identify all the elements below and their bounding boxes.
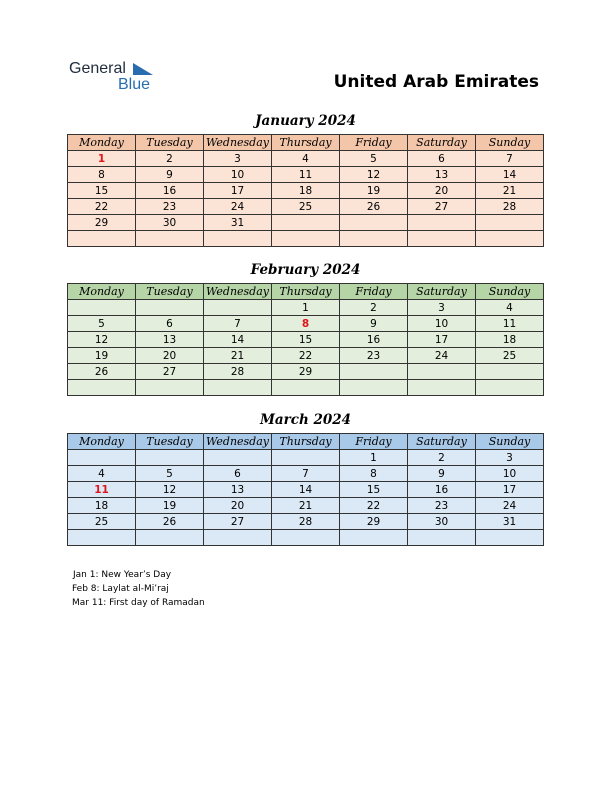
weekday-header: Saturday [408, 284, 476, 300]
day-cell: 3 [408, 300, 476, 316]
week-row [68, 231, 544, 247]
day-cell: 4 [68, 466, 136, 482]
day-cell: 2 [340, 300, 408, 316]
day-cell [408, 364, 476, 380]
day-cell [68, 380, 136, 396]
weekday-header: Wednesday [204, 284, 272, 300]
day-cell: 3 [204, 151, 272, 167]
logo [69, 60, 169, 96]
day-cell: 25 [68, 514, 136, 530]
day-cell: 20 [204, 498, 272, 514]
day-cell: 26 [136, 514, 204, 530]
day-cell: 13 [408, 167, 476, 183]
day-cell: 12 [68, 332, 136, 348]
day-cell: 27 [136, 364, 204, 380]
holiday-note: Feb 8: Laylat al-Mi’raj [72, 584, 169, 594]
day-cell: 28 [476, 199, 544, 215]
weekday-header: Friday [340, 434, 408, 450]
day-cell: 15 [340, 482, 408, 498]
day-cell: 27 [408, 199, 476, 215]
day-cell: 12 [340, 167, 408, 183]
day-cell [204, 530, 272, 546]
day-cell: 1 [272, 300, 340, 316]
day-cell: 9 [136, 167, 204, 183]
week-row [68, 316, 544, 332]
day-cell [136, 530, 204, 546]
week-row [68, 530, 544, 546]
day-cell: 7 [476, 151, 544, 167]
weekday-header: Saturday [408, 135, 476, 151]
day-cell [204, 380, 272, 396]
day-cell: 8 [68, 167, 136, 183]
weekday-header-row [68, 284, 544, 300]
logo-triangle-icon [133, 63, 153, 75]
weekday-header-row [68, 434, 544, 450]
day-cell: 30 [136, 215, 204, 231]
day-cell [340, 231, 408, 247]
month-march [67, 412, 544, 546]
day-cell: 25 [272, 199, 340, 215]
week-row [68, 300, 544, 316]
day-cell: 19 [68, 348, 136, 364]
day-cell: 8 [272, 316, 340, 332]
weekday-header: Wednesday [204, 434, 272, 450]
weekday-header: Thursday [272, 135, 340, 151]
weekday-header: Wednesday [204, 135, 272, 151]
day-cell [136, 300, 204, 316]
day-cell [272, 450, 340, 466]
day-cell: 2 [408, 450, 476, 466]
day-cell: 17 [408, 332, 476, 348]
day-cell: 23 [408, 498, 476, 514]
holiday-note: Mar 11: First day of Ramadan [72, 598, 205, 608]
day-cell: 29 [340, 514, 408, 530]
day-cell [476, 530, 544, 546]
day-cell: 26 [68, 364, 136, 380]
day-cell: 1 [68, 151, 136, 167]
day-cell: 5 [68, 316, 136, 332]
weekday-header: Monday [68, 434, 136, 450]
calendar-table [67, 283, 544, 396]
day-cell [204, 300, 272, 316]
weekday-header: Tuesday [136, 135, 204, 151]
day-cell [340, 530, 408, 546]
weekday-header: Monday [68, 135, 136, 151]
day-cell: 11 [68, 482, 136, 498]
day-cell: 5 [136, 466, 204, 482]
day-cell: 27 [204, 514, 272, 530]
month-title: January 2024 [255, 113, 356, 129]
week-row [68, 482, 544, 498]
day-cell: 31 [476, 514, 544, 530]
day-cell: 18 [476, 332, 544, 348]
day-cell [136, 231, 204, 247]
day-cell: 31 [204, 215, 272, 231]
day-cell: 21 [272, 498, 340, 514]
day-cell: 28 [204, 364, 272, 380]
weekday-header-row [68, 135, 544, 151]
week-row [68, 151, 544, 167]
day-cell: 17 [476, 482, 544, 498]
day-cell: 29 [272, 364, 340, 380]
calendar-table [67, 134, 544, 247]
day-cell [68, 450, 136, 466]
day-cell [408, 380, 476, 396]
day-cell [68, 530, 136, 546]
day-cell: 29 [68, 215, 136, 231]
weekday-header: Saturday [408, 434, 476, 450]
day-cell: 6 [408, 151, 476, 167]
day-cell: 12 [136, 482, 204, 498]
day-cell: 24 [476, 498, 544, 514]
day-cell: 21 [476, 183, 544, 199]
day-cell: 1 [340, 450, 408, 466]
holiday-note: Jan 1: New Year’s Day [73, 570, 172, 580]
weekday-header: Tuesday [136, 434, 204, 450]
weekday-header: Tuesday [136, 284, 204, 300]
day-cell [272, 380, 340, 396]
weekday-header: Sunday [476, 284, 544, 300]
day-cell: 19 [340, 183, 408, 199]
weekday-header: Sunday [476, 135, 544, 151]
day-cell: 7 [204, 316, 272, 332]
day-cell: 24 [408, 348, 476, 364]
country-title: United Arab Emirates [333, 72, 539, 92]
day-cell: 16 [408, 482, 476, 498]
day-cell: 28 [272, 514, 340, 530]
day-cell [204, 231, 272, 247]
day-cell: 23 [340, 348, 408, 364]
weekday-header: Thursday [272, 284, 340, 300]
weekday-header: Friday [340, 284, 408, 300]
day-cell [340, 364, 408, 380]
day-cell [476, 231, 544, 247]
day-cell: 16 [136, 183, 204, 199]
week-row [68, 332, 544, 348]
day-cell: 26 [340, 199, 408, 215]
weekday-header: Monday [68, 284, 136, 300]
day-cell: 10 [204, 167, 272, 183]
week-row [68, 364, 544, 380]
month-title: February 2024 [250, 262, 361, 278]
day-cell [476, 364, 544, 380]
day-cell [340, 215, 408, 231]
day-cell: 18 [68, 498, 136, 514]
holiday-notes [73, 568, 205, 610]
day-cell [272, 231, 340, 247]
logo-text-general: General [69, 60, 126, 77]
month-title: March 2024 [259, 412, 352, 428]
day-cell: 20 [136, 348, 204, 364]
day-cell: 21 [204, 348, 272, 364]
day-cell: 9 [408, 466, 476, 482]
day-cell: 13 [136, 332, 204, 348]
day-cell: 6 [204, 466, 272, 482]
day-cell: 13 [204, 482, 272, 498]
day-cell [136, 450, 204, 466]
weekday-header: Friday [340, 135, 408, 151]
day-cell: 10 [476, 466, 544, 482]
day-cell: 15 [272, 332, 340, 348]
day-cell: 24 [204, 199, 272, 215]
day-cell: 3 [476, 450, 544, 466]
calendar-table [67, 433, 544, 546]
day-cell: 22 [68, 199, 136, 215]
week-row [68, 215, 544, 231]
day-cell: 8 [340, 466, 408, 482]
day-cell: 20 [408, 183, 476, 199]
day-cell: 6 [136, 316, 204, 332]
day-cell [408, 215, 476, 231]
week-row [68, 348, 544, 364]
day-cell: 25 [476, 348, 544, 364]
week-row [68, 498, 544, 514]
logo-text-blue: Blue [118, 76, 151, 93]
day-cell [68, 300, 136, 316]
week-row [68, 514, 544, 530]
day-cell: 16 [340, 332, 408, 348]
day-cell [136, 380, 204, 396]
day-cell: 14 [204, 332, 272, 348]
day-cell: 14 [272, 482, 340, 498]
day-cell: 22 [272, 348, 340, 364]
day-cell: 11 [476, 316, 544, 332]
day-cell: 17 [204, 183, 272, 199]
week-row [68, 380, 544, 396]
day-cell: 4 [476, 300, 544, 316]
week-row [68, 199, 544, 215]
day-cell [272, 530, 340, 546]
day-cell [476, 215, 544, 231]
day-cell: 11 [272, 167, 340, 183]
day-cell: 10 [408, 316, 476, 332]
day-cell: 9 [340, 316, 408, 332]
day-cell: 2 [136, 151, 204, 167]
month-january [67, 113, 544, 247]
day-cell: 22 [340, 498, 408, 514]
month-february [67, 262, 544, 396]
week-row [68, 167, 544, 183]
day-cell [272, 215, 340, 231]
day-cell: 4 [272, 151, 340, 167]
day-cell [408, 530, 476, 546]
weekday-header: Thursday [272, 434, 340, 450]
day-cell [476, 380, 544, 396]
day-cell: 14 [476, 167, 544, 183]
day-cell: 30 [408, 514, 476, 530]
day-cell: 23 [136, 199, 204, 215]
day-cell: 15 [68, 183, 136, 199]
day-cell: 18 [272, 183, 340, 199]
week-row [68, 183, 544, 199]
day-cell [408, 231, 476, 247]
day-cell [340, 380, 408, 396]
day-cell [68, 231, 136, 247]
day-cell [204, 450, 272, 466]
day-cell: 19 [136, 498, 204, 514]
day-cell: 5 [340, 151, 408, 167]
week-row [68, 466, 544, 482]
day-cell: 7 [272, 466, 340, 482]
weekday-header: Sunday [476, 434, 544, 450]
week-row [68, 450, 544, 466]
